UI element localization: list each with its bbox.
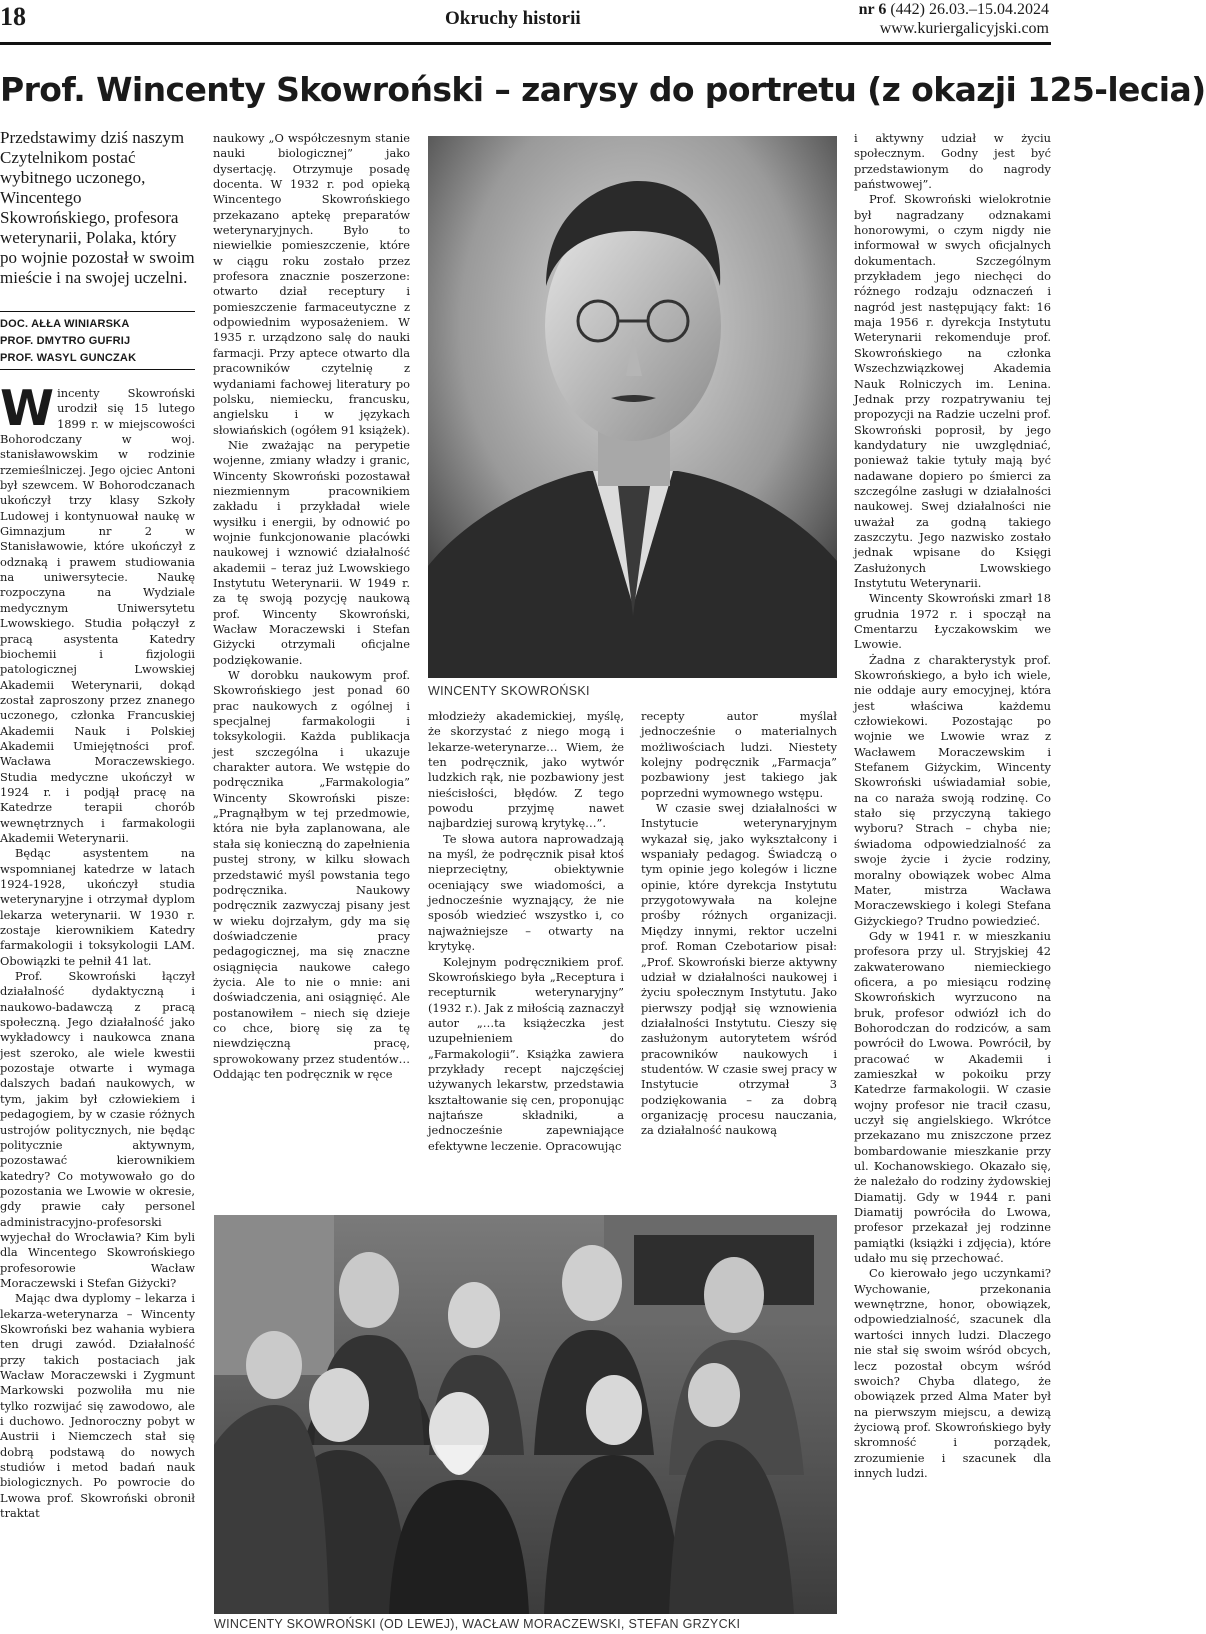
paragraph: Nie zważając na perypetie wojenne, zmiany władzy i granic, Wincenty Skowroński pozostawał niezmiennym pracownikiem zakładu i przykładał wiele wysiłku i energii, by odnowić po wojnie funkcjonowanie placówki naukowej i wznowić działalność akademii – teraz już Lwowskiego Instytutu Weterynarii. W 1949 r. za tę swoją pozycję naukową prof. Wincenty Skowroński, Wacław Moraczewski i Stefan Giżycki otrzymali oficjalne podziękowanie. — [213, 437, 410, 667]
paragraph: młodzieży akademickiej, myślę, że skorzystać z niego mogą i lekarze-weterynarze… Wiem, że ten podręcznik, jako wytwór ludzkich rąk, nie pozbawiony jest nieścisłości, błędów. Z tego powodu przyjmę nawet najbardziej surową krytykę…”. — [428, 709, 624, 831]
issue-number: nr 6 — [858, 1, 887, 18]
author-name: DOC. AŁŁA WINIARSKA — [0, 318, 130, 330]
paragraph: naukowy „O współczesnym stanie nauki biologicznej” jako dysertację. Otrzymuje posadę docenta. W 1932 r. pod opieką Wincentego Skowrońskiego przekazano aptekę preparatów weterynaryjnych. Było to niewielkie pomieszczenie, które w ciągu roku zostało przez profesora znacznie poszerzone: otwarto dział receptury i pomieszczenie farmaceutyczne z odpowiednim wyposażeniem. W 1935 r. urządzono salę do nauki farmacji. Przy aptece otwarto dla pracowników czytelnię z wydaniami fachowej literatury po polsku, niemiecku, francusku, angielsku i w językach słowiańskich (ogółem 91 książek). — [213, 131, 410, 437]
paragraph: Wincenty Skowroński zmarł 18 grudnia 1972 r. i spoczął na Cmentarzu Łyczakowskim we Lwowie. — [854, 591, 1051, 652]
header-divider — [0, 42, 1051, 45]
paragraph: Gdy w 1941 r. w mieszkaniu profesora przy ul. Stryjskiej 42 zakwaterowano niemieckiego oficera, a po miesiącu rodzinę Skowrońskich wyrzucono na bruk, profesor odwiózł ich do Bohorodczan do rodziców, a sam powrócił do Lwowa. Powrócił, by pracować w Akademii i zamieszkał w pokoiku przy Katedrze farmakologii. W czasie wojny profesor nie tracił czasu, uczył się angielskiego. Wkrótce przekazano mu zniszczone przez bombardowanie mieszkanie przy ul. Kochanowskiego. Okazało się, że należało do rodziny żydowskiej Diamatij. Gdy w 1944 r. pani Diamatij powróciła do Lwowa, profesor przekazał jej rodzinne pamiątki (książki i zdjęcia), które udało mu się przechować. — [854, 928, 1051, 1266]
group-photo-caption: WINCENTY SKOWROŃSKI (OD LEWEJ), WACŁAW MORACZEWSKI, STEFAN GRZYCKI — [214, 1617, 741, 1631]
paragraph: incenty Skowroński urodził się 15 lutego 1899 r. w miejscowości Bohorodczany w woj. stanisławowskim w rodzinie rzemieślniczej. Jego ojciec Antoni był szewcem. W Bohorodczanach ukończył trzy klasy Szkoły Ludowej i kontynuował naukę w Gimnazjum nr 2 w Stanisławowie, które ukończył z odznaką i prawem studiowania na uniwersytecie. Naukę rozpoczyna na Wydziale medycznym Uniwersytetu Lwowskiego. Studia połączył z pracą asystenta Katedry biochemii i fizjologii patologicznej Lwowskiej Akademii Weterynarii, dokąd został zaproszony przez znanego uczonego, członka Francuskiej Akademii Nauk i Polskiej Akademii Umiejętności prof. Wacława Moraczewskiego. Studia medyczne ukończył w 1924 r. i podjął pracę na Katedrze terapii chorób wewnętrznych i farmakologii Akademii Weterynarii. — [0, 386, 195, 845]
paragraph: Będąc asystentem na wspomnianej katedrze w latach 1924-1928, ukończył studia weterynaryjne i otrzymał dyplom lekarza weterynarii. W 1930 r. zostaje kierownikiem Katedry farmakologii i toksykologii LAM. Obowiązki te pełnił 41 lat. — [0, 846, 195, 968]
authors-bottom-rule — [0, 369, 195, 370]
authors-block — [0, 316, 195, 367]
issue-info — [859, 0, 1049, 38]
group-photo — [214, 1215, 837, 1614]
paragraph: W czasie swej działalności w Instytucie weterynaryjnym wykazał się, jako wykształcony i wspaniały pedagog. Świadczą o tym opinie jego kolegów i liczne opinie, które dyrekcja Instytutu przygotowywała na kolejne prośby różnych organizacji. Między innymi, rektor uczelni prof. Roman Czebotariow pisał: „Prof. Skowroński bierze aktywny udział w działalności naukowej i życiu społecznym Instytutu. Jako pierwszy podjął się wznowienia działalności Instytutu. Cieszy się zasłużonym autorytetem wśród pracowników naukowych i studentów. W czasie swej pracy w Instytucie otrzymał 3 podziękowania – za dobrą organizację procesu nauczania, za działalność naukową — [641, 801, 837, 1138]
paragraph: Kolejnym podręcznikiem prof. Skowrońskiego była „Receptura i recepturnik weterynaryjny” (1932 r.). Jak z miłością zaznaczył autor „…ta książeczka jest uzupełnieniem do „Farmakologii”. Książka zawiera przykłady recept najczęściej używanych lekarstw, przedstawia kształtowanie się cen, proponując najtańsze składniki, a jednocześnie zapewniające efektywne leczenie. Opracowując — [428, 954, 624, 1153]
authors-top-rule — [0, 311, 195, 312]
page-number: 18 — [0, 2, 26, 31]
section-title: Okruchy historii — [445, 8, 581, 29]
drop-cap: W — [0, 380, 55, 437]
article-headline: Prof. Wincenty Skowroński – zarysy do portretu (z okazji 125-lecia) — [0, 70, 1206, 109]
paragraph: recepty autor myślał jednocześnie o materialnych możliwościach ludzi. Niestety kolejny podręcznik „Farmacja” pozbawiony jest takiego jak poprzedni wymownego wstępu. — [641, 709, 837, 800]
article-column-5 — [854, 131, 1051, 1634]
author-name: PROF. WASYL GUNCZAK — [0, 352, 137, 364]
article-column-4 — [641, 709, 837, 1214]
article-column-3 — [428, 709, 624, 1214]
paragraph: Te słowa autora naprowadzają na myśl, że podręcznik pisał ktoś nieprzeciętny, obiektywnie oceniający swe wiadomości, a jednocześnie wyznający, że nie sposób wiedzieć wszystko i, co najważniejsze – otwarty na krytykę. — [428, 831, 624, 954]
article-lead: Przedstawimy dziś naszym Czytelnikom postać wybitnego uczonego, Wincentego Skowrońskiego, profesora weterynarii, Polaka, który po wojnie pozostał w swoim mieście i na swojej uczelni. — [0, 128, 195, 287]
portrait-image — [428, 136, 837, 678]
paragraph: i aktywny udział w życiu społecznym. Godny jest być przedstawionym do nagrody państwowej”. — [854, 131, 1051, 192]
paragraph: Co kierowało jego uczynkami? Wychowanie, przekonania wewnętrzne, honor, obowiązek, odpowiedzialność, szacunek dla wartości innych ludzi. Dlaczego nie stał się swoim wśród obcych, lecz pozostał obcym wśród swoich? Chyba dlatego, że obowiązek przed Alma Mater był na pierwszym miejscu, a dewizą życiową prof. Skowrońskiego były skromność i porządek, zrozumienie i szacunek dla innych ludzi. — [854, 1266, 1051, 1480]
paragraph: Prof. Skowroński łączył działalność dydaktyczną i naukowo-badawczą z pracą społeczną. Jego działalność jako wykładowcy i naukowca znana jest szeroko, ale wiele kwestii pozostaje otwarte i wymaga dalszych badań naukowych, w tym, jakim był człowiekiem i pedagogiem, by w czasie różnych ustrojów politycznych, nie będąc politycznie aktywnym, pozostawać kierownikiem katedry? Co motywowało go do pozostania we Lwowie w okresie, gdy prawie cały personel administracyjno-profesorski wyjechał do Wrocławia? Kim byli dla Wincentego Skowrońskiego profesorowie Wacław Moraczewski i Stefan Giżycki? — [0, 969, 195, 1290]
group-image — [214, 1215, 837, 1614]
paragraph: Prof. Skowroński wielokrotnie był nagradzany odznakami honorowymi, o czym nigdy nie informował w swych oficjalnych dokumentach. Szczególnym przykładem jego niechęci do różnego rodzaju odznaczeń i nagród jest następujący fakt: 16 maja 1956 r. dyrekcja Instytutu Weterynarii rekomenduje prof. Skowrońskiego na członka Wszechzwiązkowej Akademia Nauk Rolniczych im. Lenina. Jednak przy rozpatrywaniu tej propozycji na Radzie uczelni prof. Skowroński poprosił, by jego kandydatury nie uwzględniać, ponieważ takie tytuły mają być nadawane dopiero po śmierci za szczególne zasługi w działalności naukowej. Swej działalności nie uważał za godną takiego zaszczytu. Jego nazwisko zostało jednak wpisane do Księgi Zasłużonych Lwowskiego Instytutu Weterynarii. — [854, 192, 1051, 590]
portrait-photo — [428, 136, 837, 678]
website-link[interactable]: www.kuriergalicyjski.com — [879, 20, 1049, 37]
article-column-2 — [213, 131, 410, 1216]
portrait-caption: WINCENTY SKOWROŃSKI — [428, 684, 590, 698]
issue-dates: (442) 26.03.–15.04.2024 — [886, 1, 1049, 18]
paragraph: Mając dwa dyplomy – lekarza i lekarza-weterynarza – Wincenty Skowroński bez wahania wybiera ten drugi zawód. Działalność przy takich postaciach jak Wacław Moraczewski i Zygmunt Markowski pozwoliła mu nie tylko rozwijać się zawodowo, ale i duchowo. Jednoroczny pobyt w Austrii i Niemczech stał się dobrą podstawą do nowych studiów i metod badań nauk biologicznych. Po powrocie do Lwowa prof. Skowroński obronił traktat — [0, 1291, 195, 1521]
author-name: PROF. DMYTRO GUFRIJ — [0, 335, 131, 347]
paragraph: W dorobku naukowym prof. Skowrońskiego jest ponad 60 prac naukowych z ogólnej i specjalnej farmakologii i toksykologii. Każda publikacja jest szczególna i ukazuje charakter autora. We wstępie do podręcznika „Farmakologia” Wincenty Skowroński pisze: „Pragnąłbym w tej przedmowie, która nie była zaplanowana, ale stała się konieczną do zapełnienia pustej strony, w kilku słowach przedstawić myśl powstania tego podręcznika. Naukowy podręcznik zazwyczaj pisany jest w wieku dojrzałym, gdy ma się doświadczenie pracy pedagogicznej, ma się znaczne osiągnięcia naukowe całego życia. Ale to nie o mnie: ani doświadczenia, ani osiągnięć. Ale postanowiłem – niech się dzieje co chce, biorę się za tę niewdzięczną pracę, sprowokowany przez studentów… Oddając ten podręcznik w ręce — [213, 668, 410, 1081]
article-column-1 — [0, 380, 195, 1634]
paragraph: Żadna z charakterystyk prof. Skowrońskiego, a było ich wiele, nie oddaje aury emocyjnej, która jest właściwa każdemu człowiekowi. Pozostając po wojnie we Lwowie wraz z Wacławem Moraczewskim i Stefanem Giżyckim, Wincenty Skowroński uświadamiał sobie, na co naraża swoją rodzinę. Co stało się przyczyną takiego wyboru? Strach – chyba nie; świadoma odpowiedzialność za swoje życie i życie rodziny, moralny obowiązek wobec Alma Mater, mistrza Wacława Moraczewskiego i kolegi Stefana Giżyckiego? Trudno powiedzieć. — [854, 652, 1051, 928]
